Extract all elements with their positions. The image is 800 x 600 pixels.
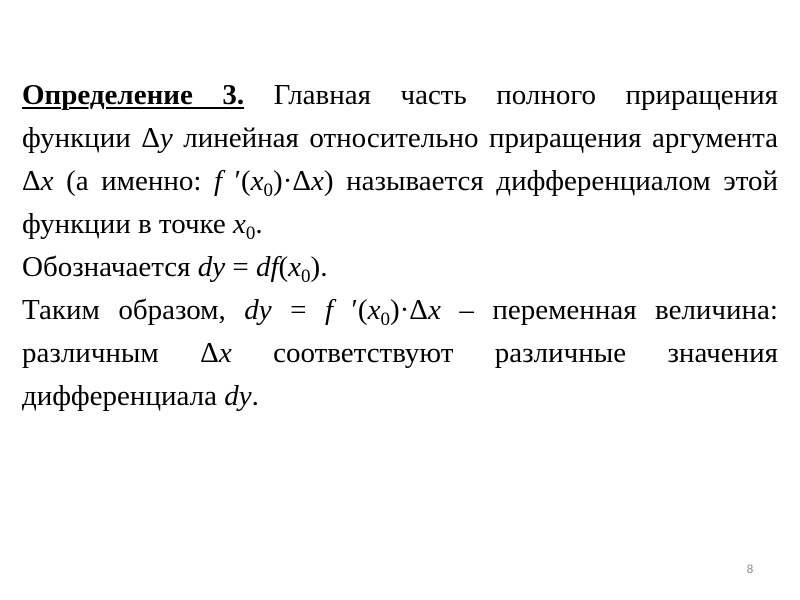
prime-symbol: ′ [222,165,241,197]
delta-symbol: Δ [200,337,219,369]
definition-text: Главная часть полного приращения функции [22,79,779,154]
consequence-paragraph [22,289,778,418]
consequence-text: Таким образом, [22,294,245,326]
paren: ( [357,294,368,326]
definition-text: называется дифференциалом этой функции в точке [22,165,778,240]
notation-text: Обозначается [22,251,198,283]
subscript-zero: 0 [380,309,390,330]
differential-dy: dy [244,294,272,326]
differential-df: df [255,251,279,283]
variable-x: x [427,294,441,326]
dot-operator: · [282,165,293,197]
variable-x: x [250,165,264,197]
delta-symbol: Δ [22,165,41,197]
period: . [251,380,259,412]
variable-x: x [311,165,324,197]
subscript-zero: 0 [263,180,274,201]
subscript-zero: 0 [245,223,256,244]
definition-heading: Определение 3. [22,79,245,111]
variable-x: x [233,208,246,240]
dot-operator: · [399,294,410,326]
paren: ) [273,165,283,197]
equals-sign: = [271,294,325,326]
variable-x: x [288,251,302,283]
period: . [255,208,263,240]
definition-text: линейная относительно приращения аргумента [172,122,778,154]
delta-symbol: Δ [292,165,312,197]
differential-dy: dy [224,380,252,412]
paren: ( [278,251,289,283]
function-f: f [325,294,334,326]
function-f: f [214,165,223,197]
variable-y: y [159,122,173,154]
variable-x: x [218,337,232,369]
paren: ) [389,294,400,326]
equals-sign: = [225,251,256,283]
variable-x: x [40,165,54,197]
delta-symbol: Δ [141,122,160,154]
consequence-text: – переменная величина: различным [22,294,778,369]
page-number: 8 [746,562,754,576]
prime-symbol: ′ [333,294,358,326]
variable-x: x [367,294,381,326]
subscript-zero: 0 [301,266,311,287]
slide-content [22,74,778,418]
paren: ) [323,165,334,197]
paren: ( [241,165,251,197]
paren: ). [310,251,328,283]
definition-text: (а именно: [53,165,215,197]
consequence-text: соответствуют различные значения дифференциала [22,337,778,412]
definition-paragraph [22,74,778,246]
notation-paragraph [22,246,778,289]
differential-dy: dy [197,251,226,283]
delta-symbol: Δ [409,294,428,326]
